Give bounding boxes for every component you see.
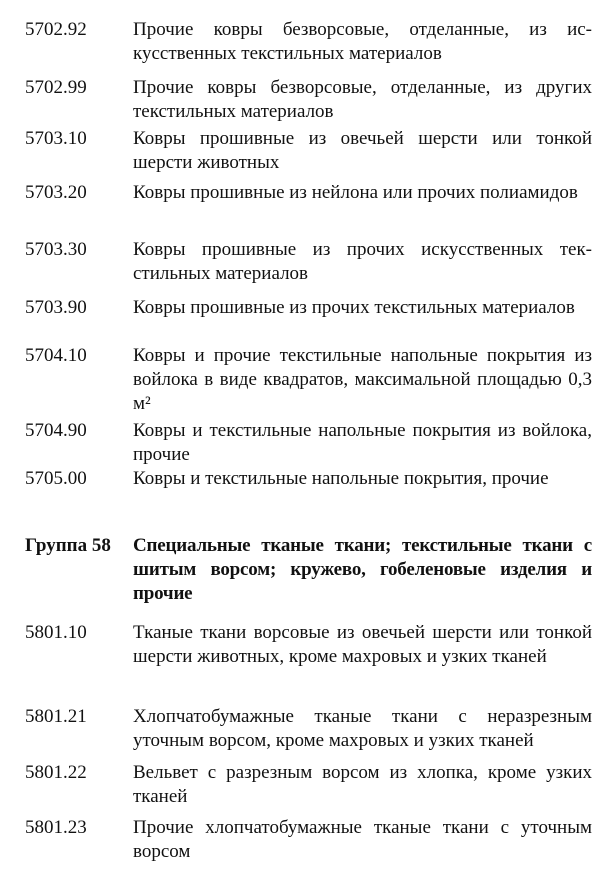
entry-code: 5703.30 xyxy=(25,239,87,260)
entry-code: 5702.92 xyxy=(25,19,87,40)
entry-description: Ковры прошивные из овечьей шерсти или тонкой шерсти животных xyxy=(133,128,592,173)
entry-code: 5705.00 xyxy=(25,468,87,489)
entry-code: 5703.90 xyxy=(25,297,87,318)
entry-description: Ковры прошивные из прочих искусственных текстильных материалов xyxy=(133,239,592,284)
entry-description: Ковры и текстильные напольные покрытия, прочие xyxy=(133,468,549,489)
entry-description: Тканые ткани ворсовые из овечьей шерсти или тонкой шерсти животных, кроме махровых и узких тканей xyxy=(133,622,592,667)
entry-code: 5801.21 xyxy=(25,706,87,727)
entry-code: 5801.22 xyxy=(25,762,87,783)
entry-description: Ковры прошивные из прочих текстильных материалов xyxy=(133,297,575,318)
entry-code: 5703.10 xyxy=(25,128,87,149)
entry-description: Ковры и прочие текстильные напольные покрытия из войлока в виде квадратов, максимальной площадью 0,3 м² xyxy=(133,345,592,414)
entry-code: 5704.10 xyxy=(25,345,87,366)
entry-description: Прочие хлопчатобумажные тканые ткани с уточным ворсом xyxy=(133,817,592,862)
entry-code: 5702.99 xyxy=(25,77,87,98)
entry-code: 5801.10 xyxy=(25,622,87,643)
entry-code: 5703.20 xyxy=(25,182,87,203)
group-code: Группа 58 xyxy=(25,535,111,556)
entry-description: Ковры и текстильные напольные покрытия из войлока, прочие xyxy=(133,420,592,465)
entry-description: Прочие ковры безворсовые, отделанные, из искусственных текстильных материалов xyxy=(133,19,592,64)
entry-code: 5801.23 xyxy=(25,817,87,838)
entry-description: Ковры прошивные из нейлона или прочих полиамидов xyxy=(133,182,578,203)
entry-description: Прочие ковры безворсовые, отделанные, из других текстильных материалов xyxy=(133,77,592,122)
entry-description: Хлопчатобумажные тканые ткани с неразрезным уточным ворсом, кроме махровых и узких тканей xyxy=(133,706,592,751)
group-title: Специальные тканые ткани; текстильные ткани с шитым ворсом; кружево, гобеленовые изделия и прочие xyxy=(133,535,592,604)
entry-code: 5704.90 xyxy=(25,420,87,441)
entry-description: Вельвет с разрезным ворсом из хлопка, кроме узких тканей xyxy=(133,762,592,807)
